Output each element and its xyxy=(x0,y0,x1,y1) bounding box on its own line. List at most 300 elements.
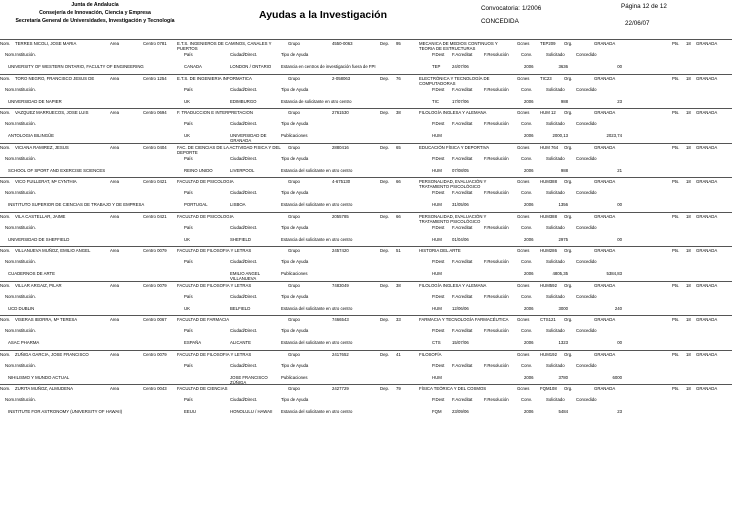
centro-name: FACULTAD DE PSICOLOGIA xyxy=(177,213,234,219)
label-nom: Nom. xyxy=(0,351,11,357)
label-conv: Conv. xyxy=(521,259,532,264)
org-name: GRANADA xyxy=(594,317,616,322)
label-pais: País xyxy=(184,52,193,57)
centro-code: Centro 0067 xyxy=(143,317,167,322)
conv-year: 2006 xyxy=(524,305,534,311)
status-concedida: CONCEDIDA xyxy=(481,18,519,25)
conv-year: 2006 xyxy=(524,340,534,345)
label-solicitado: Solicitado xyxy=(546,397,565,402)
dep-code: 38 xyxy=(396,282,401,288)
institution-name: CUADERNOS DE ARTE xyxy=(8,271,55,276)
amount-solicitado: 2975 xyxy=(558,236,568,242)
label-concedido: Concedido xyxy=(576,190,597,195)
pdest-code: HUM xyxy=(432,374,442,380)
institution-name: NIHILISMO Y MUNDO ACTUAL xyxy=(8,374,70,380)
dep-code: 66 xyxy=(396,213,401,219)
label-gcnes: Gcnes xyxy=(517,75,530,81)
label-pais: País xyxy=(184,259,193,264)
label-conv: Conv. xyxy=(521,155,532,161)
pdest-code: CTS xyxy=(432,340,441,345)
label-pais: País xyxy=(184,224,193,230)
pdest-code: HUM xyxy=(432,305,442,311)
label-concedido: Concedido xyxy=(576,155,597,161)
label-concedido: Concedido xyxy=(576,121,597,126)
institution-name: UCD DUBLIN xyxy=(8,305,35,311)
pts-org: GRANADA xyxy=(696,386,718,391)
page-title: Ayudas a la Investigación xyxy=(259,9,387,21)
label-fresolucion: F.Resolución xyxy=(484,86,509,92)
label-fresolucion: F.Resolución xyxy=(484,190,509,195)
pdest-code: TEP xyxy=(432,64,441,69)
org-name: GRANADA xyxy=(594,386,616,391)
applicant-name: VILLANUEVA MUÑOZ, EMILIO ANGEL xyxy=(15,248,91,253)
record-divider xyxy=(0,212,732,213)
pdest-code: HUM xyxy=(432,271,442,276)
label-conv: Conv. xyxy=(521,362,532,368)
label-concedido: Concedido xyxy=(576,293,597,299)
label-ciudad: Ciudad/Direct. xyxy=(230,190,258,195)
convocatoria-value: 1/2006 xyxy=(522,5,542,12)
institution-name: ASAC PHARMA xyxy=(8,340,40,345)
pts-value: 18 xyxy=(686,144,691,150)
centro-code: Centro 0421 xyxy=(143,179,167,184)
label-pais: País xyxy=(184,86,193,92)
dep-code: 76 xyxy=(396,75,401,81)
amount-solicitado: 988 xyxy=(560,167,568,173)
amount-concedido: 23 xyxy=(617,409,622,414)
label-grupo: Grupo xyxy=(288,351,300,357)
label-tipo-ayuda: Tipo de Ayuda xyxy=(281,259,309,264)
label-ciudad: Ciudad/Direct. xyxy=(230,224,258,230)
label-facreditat: F.Acreditat xyxy=(452,155,473,161)
amount-concedido: 00 xyxy=(617,340,622,345)
dep-code: 65 xyxy=(396,144,401,150)
label-concedido: Concedido xyxy=(576,259,597,264)
record-divider xyxy=(0,315,732,316)
label-solicitado: Solicitado xyxy=(546,362,565,368)
fecha: 31/05/06 xyxy=(452,202,469,207)
label-nom: Nom. xyxy=(0,110,11,115)
pts-value: 18 xyxy=(686,282,691,288)
fecha: 17/07/06 xyxy=(452,98,469,104)
applicant-name: ZURITA MUÑOZ, ALMUDENA xyxy=(15,386,73,391)
conv-year: 2006 xyxy=(524,374,534,380)
tipo-ayuda: Estancia del solicitante en otro centro xyxy=(281,202,353,207)
label-pais: País xyxy=(184,293,193,299)
label-org: Org. xyxy=(564,213,573,219)
pts-org: GRANADA xyxy=(696,110,718,115)
label-conv: Conv. xyxy=(521,397,532,402)
pts-value: 18 xyxy=(686,41,691,46)
country: EEUU xyxy=(184,409,196,414)
area-name: FILOLOGÍA INGLESA Y ALEMANA xyxy=(419,110,487,115)
label-area: Area xyxy=(110,179,120,184)
pdest-code: HUM xyxy=(432,202,442,207)
area-name: FÍSICA TEÓRICA Y DEL COSMOS xyxy=(419,386,487,391)
label-institucion: Nom.Institución. xyxy=(5,155,36,161)
record-divider xyxy=(0,281,732,282)
label-dep: Dep. xyxy=(380,282,390,288)
country: UK xyxy=(184,305,190,311)
label-ciudad: Ciudad/Direct. xyxy=(230,397,258,402)
conv-year: 2006 xyxy=(524,98,534,104)
amount-concedido: 00 xyxy=(617,202,622,207)
label-tipo-ayuda: Tipo de Ayuda xyxy=(281,155,309,161)
label-facreditat: F.Acreditat xyxy=(452,259,473,264)
centro-name: E.T.S. DE INGENIERIA INFORMATICA xyxy=(177,75,252,81)
grupo-code: 2427729 xyxy=(332,386,349,391)
label-solicitado: Solicitado xyxy=(546,293,565,299)
label-nom: Nom. xyxy=(0,386,11,391)
label-concedido: Concedido xyxy=(576,52,597,57)
amount-concedido: 23 xyxy=(617,98,622,104)
conv-year: 2006 xyxy=(524,167,534,173)
label-area: Area xyxy=(110,41,120,46)
label-ciudad: Ciudad/Direct. xyxy=(230,86,258,92)
centro-name: FACULTAD DE FILOSOFIA Y LETRAS xyxy=(177,351,252,357)
label-facreditat: F.Acreditat xyxy=(452,52,473,57)
tipo-ayuda: Estancia de solicitante en otro centro xyxy=(281,98,352,104)
label-pts: Pts. xyxy=(672,213,680,219)
centro-name: FAC. DE CIENCIAS DE LA ACTIVIDAD FISICA Y DEL DEPORTE xyxy=(177,144,281,155)
org-name: GRANADA xyxy=(594,179,616,184)
pts-value: 18 xyxy=(686,110,691,115)
pts-value: 18 xyxy=(686,179,691,184)
area-name: HISTORIA DEL ARTE xyxy=(419,248,461,253)
label-institucion: Nom.Institución. xyxy=(5,362,36,368)
label-pdest: P.Dest xyxy=(432,224,445,230)
city: EMILIO ANGEL VILLANUEVA xyxy=(230,271,260,281)
group-code: TIC23 xyxy=(540,75,552,81)
tipo-ayuda: Publicaciones xyxy=(281,133,308,138)
amount-concedido: 00 xyxy=(617,236,622,242)
label-pts: Pts. xyxy=(672,144,680,150)
city: EDIMBURGO xyxy=(230,98,257,104)
label-tipo-ayuda: Tipo de Ayuda xyxy=(281,293,309,299)
pdest-code: HUM xyxy=(432,133,442,138)
label-area: Area xyxy=(110,248,120,253)
label-dep: Dep. xyxy=(380,179,390,184)
label-institucion: Nom.Institución. xyxy=(5,52,36,57)
label-ciudad: Ciudad/Direct. xyxy=(230,155,258,161)
dep-code: 41 xyxy=(396,351,401,357)
amount-concedido: 21 xyxy=(617,167,622,173)
label-fresolucion: F.Resolución xyxy=(484,362,509,368)
label-nom: Nom. xyxy=(0,317,11,322)
org-name: GRANADA xyxy=(594,213,616,219)
label-pts: Pts. xyxy=(672,317,680,322)
tipo-ayuda: Estancia en centros de investigación fuera de FPI xyxy=(281,64,376,69)
label-facreditat: F.Acreditat xyxy=(452,397,473,402)
pts-value: 18 xyxy=(686,75,691,81)
area-name: ELECTRÓNICA Y TECNOLOGÍA DE COMPUTADORAS xyxy=(419,75,490,86)
label-pts: Pts. xyxy=(672,75,680,81)
org-name: GRANADA xyxy=(594,144,616,150)
org-name: GRANADA xyxy=(594,41,616,46)
centro-name: FACULTAD DE FARMACIA xyxy=(177,317,230,322)
label-conv: Conv. xyxy=(521,52,532,57)
amount-concedido: 5384,83 xyxy=(606,271,622,276)
fecha: 07/08/05 xyxy=(452,167,469,173)
pts-org: GRANADA xyxy=(696,75,718,81)
page-number: Página 12 de 12 xyxy=(621,3,667,10)
grupo-code: 2417652 xyxy=(332,351,349,357)
label-area: Area xyxy=(110,213,120,219)
centro-name: E.T.S. INGENIEROS DE CAMINOS, CANALES Y PUERTOS xyxy=(177,41,272,51)
country: UK xyxy=(184,133,190,138)
label-pdest: P.Dest xyxy=(432,190,445,195)
label-nom: Nom. xyxy=(0,75,11,81)
label-gcnes: Gcnes xyxy=(517,110,530,115)
country: PORTUGAL xyxy=(184,202,208,207)
org-line-2: Consejería de Innovación, Ciencia y Empresa xyxy=(39,10,151,16)
label-solicitado: Solicitado xyxy=(546,259,565,264)
area-name: PERSONALIDAD, EVALUACIÓN Y TRATAMIENTO PSICOLÓGICO xyxy=(419,179,487,189)
label-institucion: Nom.Institución. xyxy=(5,397,36,402)
grupo-code: 2055785 xyxy=(332,213,349,219)
label-nom: Nom. xyxy=(0,282,11,288)
label-conv: Conv. xyxy=(521,121,532,126)
centro-code: Centro 0404 xyxy=(143,144,167,150)
label-concedido: Concedido xyxy=(576,397,597,402)
amount-concedido: 240 xyxy=(614,305,622,311)
grupo-code: 4-675130 xyxy=(332,179,351,184)
country: UK xyxy=(184,236,190,242)
label-tipo-ayuda: Tipo de Ayuda xyxy=(281,224,309,230)
dep-code: 66 xyxy=(396,179,401,184)
label-nom: Nom. xyxy=(0,179,11,184)
record-divider xyxy=(0,108,732,109)
label-solicitado: Solicitado xyxy=(546,86,565,92)
centro-code: Centro 0043 xyxy=(143,386,167,391)
label-grupo: Grupo xyxy=(288,317,300,322)
label-pts: Pts. xyxy=(672,110,680,115)
amount-solicitado: 1323 xyxy=(558,340,568,345)
group-code: HUM 764 xyxy=(540,144,559,150)
conv-year: 2006 xyxy=(524,133,534,138)
label-solicitado: Solicitado xyxy=(546,190,565,195)
label-facreditat: F.Acreditat xyxy=(452,362,473,368)
label-org: Org. xyxy=(564,75,573,81)
label-dep: Dep. xyxy=(380,351,390,357)
dep-code: 79 xyxy=(396,386,401,391)
conv-year: 2006 xyxy=(524,409,534,414)
label-org: Org. xyxy=(564,144,573,150)
centro-name: FACULTAD DE CIENCIAS xyxy=(177,386,228,391)
label-solicitado: Solicitado xyxy=(546,52,565,57)
label-pdest: P.Dest xyxy=(432,293,445,299)
label-grupo: Grupo xyxy=(288,41,300,46)
group-code: HUM592 xyxy=(540,282,557,288)
org-name: GRANADA xyxy=(594,75,616,81)
label-pais: País xyxy=(184,190,193,195)
amount-solicitado: 3000 xyxy=(558,305,568,311)
label-fresolucion: F.Resolución xyxy=(484,52,509,57)
label-ciudad: Ciudad/Direct. xyxy=(230,121,258,126)
dep-code: 38 xyxy=(396,110,401,115)
fecha: 15/07/06 xyxy=(452,340,469,345)
label-area: Area xyxy=(110,75,120,81)
org-name: GRANADA xyxy=(594,282,616,288)
city: UNIVERSIDAD DE GRANADA xyxy=(230,133,267,143)
label-grupo: Grupo xyxy=(288,179,300,184)
tipo-ayuda: Estancia del solicitante en otro centro xyxy=(281,167,353,173)
pts-org: GRANADA xyxy=(696,144,718,150)
area-name: PERSONALIDAD, EVALUACIÓN Y TRATAMIENTO PSICOLÓGICO xyxy=(419,213,487,224)
label-pdest: P.Dest xyxy=(432,52,445,57)
country: ESPAÑA xyxy=(184,340,202,345)
applicant-name: VILA CASTELLAR, JAIME xyxy=(15,213,66,219)
org-name: GRANADA xyxy=(594,110,616,115)
label-org: Org. xyxy=(564,282,573,288)
label-gcnes: Gcnes xyxy=(517,386,530,391)
label-grupo: Grupo xyxy=(288,75,300,81)
record-divider xyxy=(0,177,732,178)
label-ciudad: Ciudad/Direct. xyxy=(230,259,258,264)
org-line-3: Secretaría General de Universidades, Investigación y Tecnología xyxy=(15,18,175,24)
label-fresolucion: F.Resolución xyxy=(484,293,509,299)
area-name: MECANICA DE MEDIOS CONTINUOS Y TEORIA DE ESTRUCTURAS xyxy=(419,41,498,51)
tipo-ayuda: Publicaciones xyxy=(281,271,308,276)
label-pais: País xyxy=(184,121,193,126)
applicant-name: VAZQUEZ MARRUECOS, JOSE LUIS xyxy=(15,110,89,115)
city: LISBOA xyxy=(230,202,246,207)
label-area: Area xyxy=(110,282,120,288)
tipo-ayuda: Estancia del solicitante en otro centro xyxy=(281,236,353,242)
label-gcnes: Gcnes xyxy=(517,317,530,322)
label-dep: Dep. xyxy=(380,144,390,150)
label-pts: Pts. xyxy=(672,248,680,253)
pts-org: GRANADA xyxy=(696,248,718,253)
label-area: Area xyxy=(110,386,120,391)
conv-year: 2006 xyxy=(524,64,534,69)
label-institucion: Nom.Institución. xyxy=(5,224,36,230)
grupo-code: 2880416 xyxy=(332,144,349,150)
group-code: CTS121 xyxy=(540,317,556,322)
org-name: GRANADA xyxy=(594,351,616,357)
record-divider xyxy=(0,39,732,40)
label-conv: Conv. xyxy=(521,86,532,92)
label-facreditat: F.Acreditat xyxy=(452,190,473,195)
label-nom: Nom. xyxy=(0,144,11,150)
grupo-code: 7466543 xyxy=(332,317,349,322)
label-grupo: Grupo xyxy=(288,248,300,253)
label-grupo: Grupo xyxy=(288,213,300,219)
label-dep: Dep. xyxy=(380,317,390,322)
group-code: HUM388 xyxy=(540,213,557,219)
amount-solicitado: 1356 xyxy=(558,202,568,207)
pts-value: 18 xyxy=(686,386,691,391)
group-code: HUM192 xyxy=(540,351,557,357)
institution-name: ANTOLOGIA BILINGÜE xyxy=(8,133,55,138)
label-org: Org. xyxy=(564,386,573,391)
group-code: FQM108 xyxy=(540,386,557,391)
label-pts: Pts. xyxy=(672,386,680,391)
fecha: 01/04/06 xyxy=(452,236,469,242)
group-code: TEP209 xyxy=(540,41,556,46)
label-area: Area xyxy=(110,144,120,150)
record-divider xyxy=(0,384,732,385)
label-facreditat: F.Acreditat xyxy=(452,86,473,92)
country: UK xyxy=(184,98,190,104)
label-tipo-ayuda: Tipo de Ayuda xyxy=(281,328,309,333)
city: SHEFIELD xyxy=(230,236,252,242)
pdest-code: HUM xyxy=(432,236,442,242)
label-grupo: Grupo xyxy=(288,386,300,391)
group-code: HUM286 xyxy=(540,248,557,253)
label-dep: Dep. xyxy=(380,386,390,391)
dep-code: 95 xyxy=(396,41,401,46)
record-divider xyxy=(0,74,732,75)
label-pdest: P.Dest xyxy=(432,259,445,264)
pts-org: GRANADA xyxy=(696,41,718,46)
label-org: Org. xyxy=(564,317,573,322)
centro-code: Centro 0781 xyxy=(143,41,167,46)
label-nom: Nom. xyxy=(0,213,11,219)
label-institucion: Nom.Institución. xyxy=(5,86,36,92)
applicant-name: VILLAR ARGAIZ, PILAR xyxy=(15,282,62,288)
amount-solicitado: 5484 xyxy=(558,409,568,414)
centro-code: Centro 0694 xyxy=(143,110,167,115)
pts-value: 18 xyxy=(686,351,691,357)
label-ciudad: Ciudad/Direct. xyxy=(230,328,258,333)
label-pdest: P.Dest xyxy=(432,155,445,161)
label-facreditat: F.Acreditat xyxy=(452,121,473,126)
area-name: EDUCACIÓN FÍSICA Y DEPORTIVA xyxy=(419,144,490,150)
label-pais: País xyxy=(184,362,193,368)
org-name: GRANADA xyxy=(594,248,616,253)
label-institucion: Nom.Institución. xyxy=(5,121,36,126)
centro-name: F. TRADUCCION E INTERPRETACION xyxy=(177,110,253,115)
label-dep: Dep. xyxy=(380,213,390,219)
label-pts: Pts. xyxy=(672,282,680,288)
label-fresolucion: F.Resolución xyxy=(484,155,509,161)
tipo-ayuda: Estancia del solicitante en otro centro xyxy=(281,305,353,311)
pts-value: 18 xyxy=(686,213,691,219)
label-grupo: Grupo xyxy=(288,110,300,115)
fecha: 24/07/06 xyxy=(452,64,469,69)
label-org: Org. xyxy=(564,351,573,357)
applicant-name: VICIANA RAMIREZ, JESUS xyxy=(15,144,69,150)
conv-year: 2006 xyxy=(524,236,534,242)
pts-org: GRANADA xyxy=(696,351,718,357)
amount-solicitado: 3780 xyxy=(558,374,568,380)
label-solicitado: Solicitado xyxy=(546,121,565,126)
label-tipo-ayuda: Tipo de Ayuda xyxy=(281,190,309,195)
grupo-code: 2761530 xyxy=(332,110,349,115)
pts-org: GRANADA xyxy=(696,317,718,322)
amount-concedido: 6000 xyxy=(612,374,622,380)
label-facreditat: F.Acreditat xyxy=(452,293,473,299)
label-dep: Dep. xyxy=(380,110,390,115)
label-tipo-ayuda: Tipo de Ayuda xyxy=(281,121,309,126)
label-concedido: Concedido xyxy=(576,86,597,92)
amount-solicitado: 3636 xyxy=(558,64,568,69)
label-org: Org. xyxy=(564,179,573,184)
record-divider xyxy=(0,246,732,247)
label-tipo-ayuda: Tipo de Ayuda xyxy=(281,52,309,57)
label-pts: Pts. xyxy=(672,179,680,184)
applicant-name: VICO FUILLERAT, Mª CYNTHIA xyxy=(15,179,77,184)
label-grupo: Grupo xyxy=(288,282,300,288)
label-nom: Nom. xyxy=(0,248,11,253)
pts-value: 18 xyxy=(686,317,691,322)
city: ALICANTE xyxy=(230,340,252,345)
label-gcnes: Gcnes xyxy=(517,282,530,288)
label-area: Area xyxy=(110,317,120,322)
label-pdest: P.Dest xyxy=(432,362,445,368)
label-conv: Conv. xyxy=(521,224,532,230)
